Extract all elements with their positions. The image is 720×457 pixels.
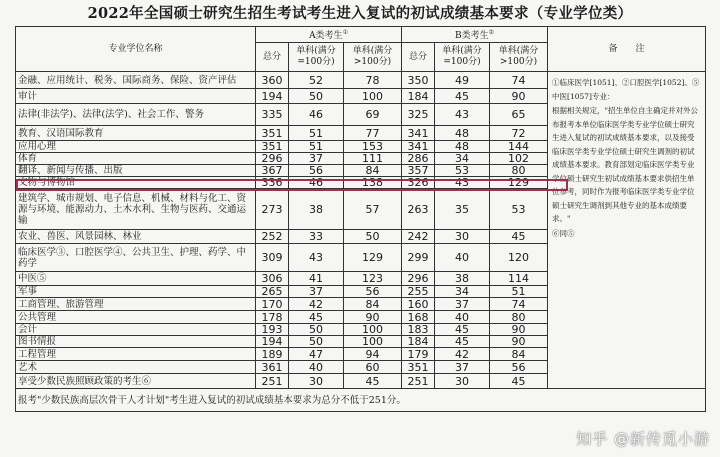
score-b-sub100: 43 — [435, 104, 490, 126]
score-b-sub100: 40 — [435, 244, 490, 272]
header-discipline: 专业学位名称 — [16, 27, 256, 72]
score-a-total: 360 — [256, 72, 289, 89]
header-a-sub-over100: 单科(满分>100分) — [344, 43, 402, 72]
discipline-name: 公共管理 — [16, 311, 256, 324]
score-b-sub-over100: 144 — [490, 141, 548, 153]
score-a-total: 178 — [256, 311, 289, 324]
score-a-total: 265 — [256, 286, 289, 298]
score-a-sub-over100: 60 — [344, 361, 402, 374]
score-a-total: 335 — [256, 104, 289, 126]
score-a-total: 351 — [256, 126, 289, 141]
score-b-sub-over100: 56 — [490, 361, 548, 374]
score-b-total: 357 — [402, 165, 435, 177]
score-b-total: 255 — [402, 286, 435, 298]
header-b-sub-over100: 单科(满分>100分) — [490, 43, 548, 72]
score-a-sub-over100: 84 — [344, 298, 402, 311]
score-b-sub-over100: 74 — [490, 72, 548, 89]
discipline-name: 中医⑤ — [16, 272, 256, 286]
discipline-name: 军事 — [16, 286, 256, 298]
page-title: 2022年全国硕士研究生招生考试考生进入复试的初试成绩基本要求（专业学位类） — [87, 5, 633, 22]
score-b-sub-over100: 45 — [490, 230, 548, 244]
score-a-sub100: 33 — [289, 230, 344, 244]
score-a-sub-over100: 84 — [344, 165, 402, 177]
score-a-sub100: 45 — [289, 311, 344, 324]
score-a-total: 351 — [256, 141, 289, 153]
score-b-total: 184 — [402, 89, 435, 104]
score-b-sub100: 38 — [435, 272, 490, 286]
score-a-total: 273 — [256, 189, 289, 230]
score-a-sub100: 38 — [289, 189, 344, 230]
discipline-name: 会计 — [16, 324, 256, 336]
score-b-total: 341 — [402, 126, 435, 141]
watermark: 知乎 @新传觅小游 — [576, 430, 710, 448]
score-b-sub-over100: 65 — [490, 104, 548, 126]
header-a-sub100: 单科(满分=100分) — [289, 43, 344, 72]
score-a-total: 309 — [256, 244, 289, 272]
score-a-total: 252 — [256, 230, 289, 244]
score-b-sub100: 48 — [435, 141, 490, 153]
score-a-sub100: 37 — [289, 153, 344, 165]
discipline-name: 工程管理 — [16, 348, 256, 361]
score-b-sub100: 45 — [435, 336, 490, 348]
score-a-sub100: 50 — [289, 336, 344, 348]
discipline-name: 图书情报 — [16, 336, 256, 348]
score-b-total: 184 — [402, 336, 435, 348]
score-a-sub100: 56 — [289, 165, 344, 177]
score-a-sub100: 46 — [289, 177, 344, 189]
discipline-name: 法律(非法学)、法律(法学)、社会工作、警务 — [16, 104, 256, 126]
score-a-sub-over100: 50 — [344, 230, 402, 244]
table-body — [16, 72, 706, 412]
score-b-sub100: 35 — [435, 189, 490, 230]
score-b-total: 341 — [402, 141, 435, 153]
score-b-total: 326 — [402, 177, 435, 189]
discipline-name: 教育、汉语国际教育 — [16, 126, 256, 141]
score-b-sub-over100: 84 — [490, 348, 548, 361]
score-a-total: 336 — [256, 177, 289, 189]
score-a-sub-over100: 78 — [344, 72, 402, 89]
score-a-sub-over100: 129 — [344, 244, 402, 272]
discipline-name: 应用心理 — [16, 141, 256, 153]
score-b-total: 299 — [402, 244, 435, 272]
score-a-sub100: 43 — [289, 244, 344, 272]
score-b-sub-over100: 102 — [490, 153, 548, 165]
score-a-total: 170 — [256, 298, 289, 311]
score-a-sub-over100: 56 — [344, 286, 402, 298]
score-a-sub100: 40 — [289, 361, 344, 374]
score-b-sub100: 34 — [435, 153, 490, 165]
remark-line1: ①临床医学[1051]、②口腔医学[1052]、⑤中医[1057]专业： — [552, 78, 700, 101]
score-b-sub-over100: 53 — [490, 189, 548, 230]
score-a-sub100: 37 — [289, 286, 344, 298]
score-a-total: 194 — [256, 89, 289, 104]
score-b-sub100: 37 — [435, 361, 490, 374]
score-b-sub100: 49 — [435, 72, 490, 89]
discipline-name: 农业、兽医、风景园林、林业 — [16, 230, 256, 244]
header-remarks: 备 注 — [548, 27, 706, 72]
score-b-total: 350 — [402, 72, 435, 89]
score-b-sub100: 40 — [435, 311, 490, 324]
remark-line2: 根据相关规定，"招生单位自主确定并对外公布报考本单位临床医学类专业学位硕士研究生进入复试的初试成绩基本要求，以及接受临床医学类专业学位硕士研究生调剂的初试成绩基本要求。教育部划定临床医学类专业学位硕士研究生初试成绩基本要求供招生单位参考，同时作为报考临床医学类专业学位硕士研究生调剂到其他专业的基本成绩要求。" — [552, 106, 698, 223]
score-b-total: 325 — [402, 104, 435, 126]
score-a-sub-over100: 100 — [344, 324, 402, 336]
score-b-sub100: 30 — [435, 230, 490, 244]
score-a-total: 193 — [256, 324, 289, 336]
score-b-sub-over100: 45 — [490, 374, 548, 389]
score-a-sub100: 52 — [289, 72, 344, 89]
score-a-total: 361 — [256, 361, 289, 374]
score-a-sub100: 50 — [289, 324, 344, 336]
header-b-sub100: 单科(满分=100分) — [435, 43, 490, 72]
header-b-total: 总分 — [402, 43, 435, 72]
score-b-sub-over100: 114 — [490, 272, 548, 286]
score-a-total: 189 — [256, 348, 289, 361]
remark-line3: ⑥同⑤ — [552, 228, 575, 238]
score-a-total: 194 — [256, 336, 289, 348]
score-a-sub100: 42 — [289, 298, 344, 311]
score-table — [15, 26, 706, 412]
discipline-name: 文物与博物馆 — [16, 177, 256, 189]
score-b-total: 183 — [402, 324, 435, 336]
score-b-total: 179 — [402, 348, 435, 361]
score-a-sub100: 41 — [289, 272, 344, 286]
score-b-sub-over100: 80 — [490, 165, 548, 177]
score-a-sub100: 50 — [289, 89, 344, 104]
score-a-total: 296 — [256, 153, 289, 165]
discipline-name: 体育 — [16, 153, 256, 165]
discipline-name: 艺术 — [16, 361, 256, 374]
table-row — [16, 72, 706, 89]
discipline-name: 翻译、新闻与传播、出版 — [16, 165, 256, 177]
discipline-name: 审计 — [16, 89, 256, 104]
score-b-sub-over100: 72 — [490, 126, 548, 141]
score-b-sub-over100: 74 — [490, 298, 548, 311]
score-b-sub-over100: 80 — [490, 311, 548, 324]
discipline-name: 建筑学、城市规划、电子信息、机械、材料与化工、资源与环境、能源动力、土木水利、生物与医药、交通运输 — [16, 189, 256, 230]
score-a-sub-over100: 69 — [344, 104, 402, 126]
discipline-name: 工商管理、旅游管理 — [16, 298, 256, 311]
score-a-sub-over100: 153 — [344, 141, 402, 153]
score-b-total: 160 — [402, 298, 435, 311]
score-a-sub-over100: 100 — [344, 89, 402, 104]
score-a-sub-over100: 57 — [344, 189, 402, 230]
score-b-sub-over100: 51 — [490, 286, 548, 298]
score-b-sub-over100: 90 — [490, 336, 548, 348]
score-b-total: 251 — [402, 374, 435, 389]
score-b-total: 242 — [402, 230, 435, 244]
score-b-sub100: 43 — [435, 177, 490, 189]
score-a-sub100: 47 — [289, 348, 344, 361]
score-b-sub100: 34 — [435, 286, 490, 298]
score-a-sub-over100: 138 — [344, 177, 402, 189]
score-b-total: 351 — [402, 361, 435, 374]
header-group-a: A类考生① — [256, 27, 402, 43]
score-a-sub-over100: 123 — [344, 272, 402, 286]
score-a-total: 306 — [256, 272, 289, 286]
score-b-sub100: 45 — [435, 324, 490, 336]
score-a-sub-over100: 111 — [344, 153, 402, 165]
score-b-sub-over100: 129 — [490, 177, 548, 189]
score-a-sub-over100: 45 — [344, 374, 402, 389]
score-b-sub100: 48 — [435, 126, 490, 141]
score-b-total: 286 — [402, 153, 435, 165]
footnote-row — [16, 389, 706, 412]
score-a-sub-over100: 90 — [344, 311, 402, 324]
score-a-sub100: 46 — [289, 104, 344, 126]
header-a-total: 总分 — [256, 43, 289, 72]
remarks-cell — [548, 72, 706, 389]
footnote: 报考"少数民族高层次骨干人才计划"考生进入复试的初试成绩基本要求为总分不低于251分。 — [16, 389, 706, 412]
score-b-total: 168 — [402, 311, 435, 324]
score-a-total: 251 — [256, 374, 289, 389]
score-a-sub-over100: 100 — [344, 336, 402, 348]
score-b-total: 296 — [402, 272, 435, 286]
score-a-sub100: 51 — [289, 126, 344, 141]
score-a-sub100: 51 — [289, 141, 344, 153]
discipline-name: 金融、应用统计、税务、国际商务、保险、资产评估 — [16, 72, 256, 89]
header-group-b: B类考生② — [402, 27, 548, 43]
discipline-name: 临床医学③、口腔医学④、公共卫生、护理、药学、中药学 — [16, 244, 256, 272]
score-b-sub-over100: 120 — [490, 244, 548, 272]
score-a-sub-over100: 94 — [344, 348, 402, 361]
score-b-sub-over100: 90 — [490, 89, 548, 104]
score-a-sub-over100: 77 — [344, 126, 402, 141]
score-a-total: 367 — [256, 165, 289, 177]
discipline-name: 享受少数民族照顾政策的考生⑥ — [16, 374, 256, 389]
score-a-sub100: 30 — [289, 374, 344, 389]
score-b-sub100: 45 — [435, 89, 490, 104]
score-b-sub100: 37 — [435, 298, 490, 311]
score-b-sub-over100: 90 — [490, 324, 548, 336]
score-b-sub100: 42 — [435, 348, 490, 361]
score-b-sub100: 30 — [435, 374, 490, 389]
score-b-sub100: 53 — [435, 165, 490, 177]
score-b-total: 263 — [402, 189, 435, 230]
